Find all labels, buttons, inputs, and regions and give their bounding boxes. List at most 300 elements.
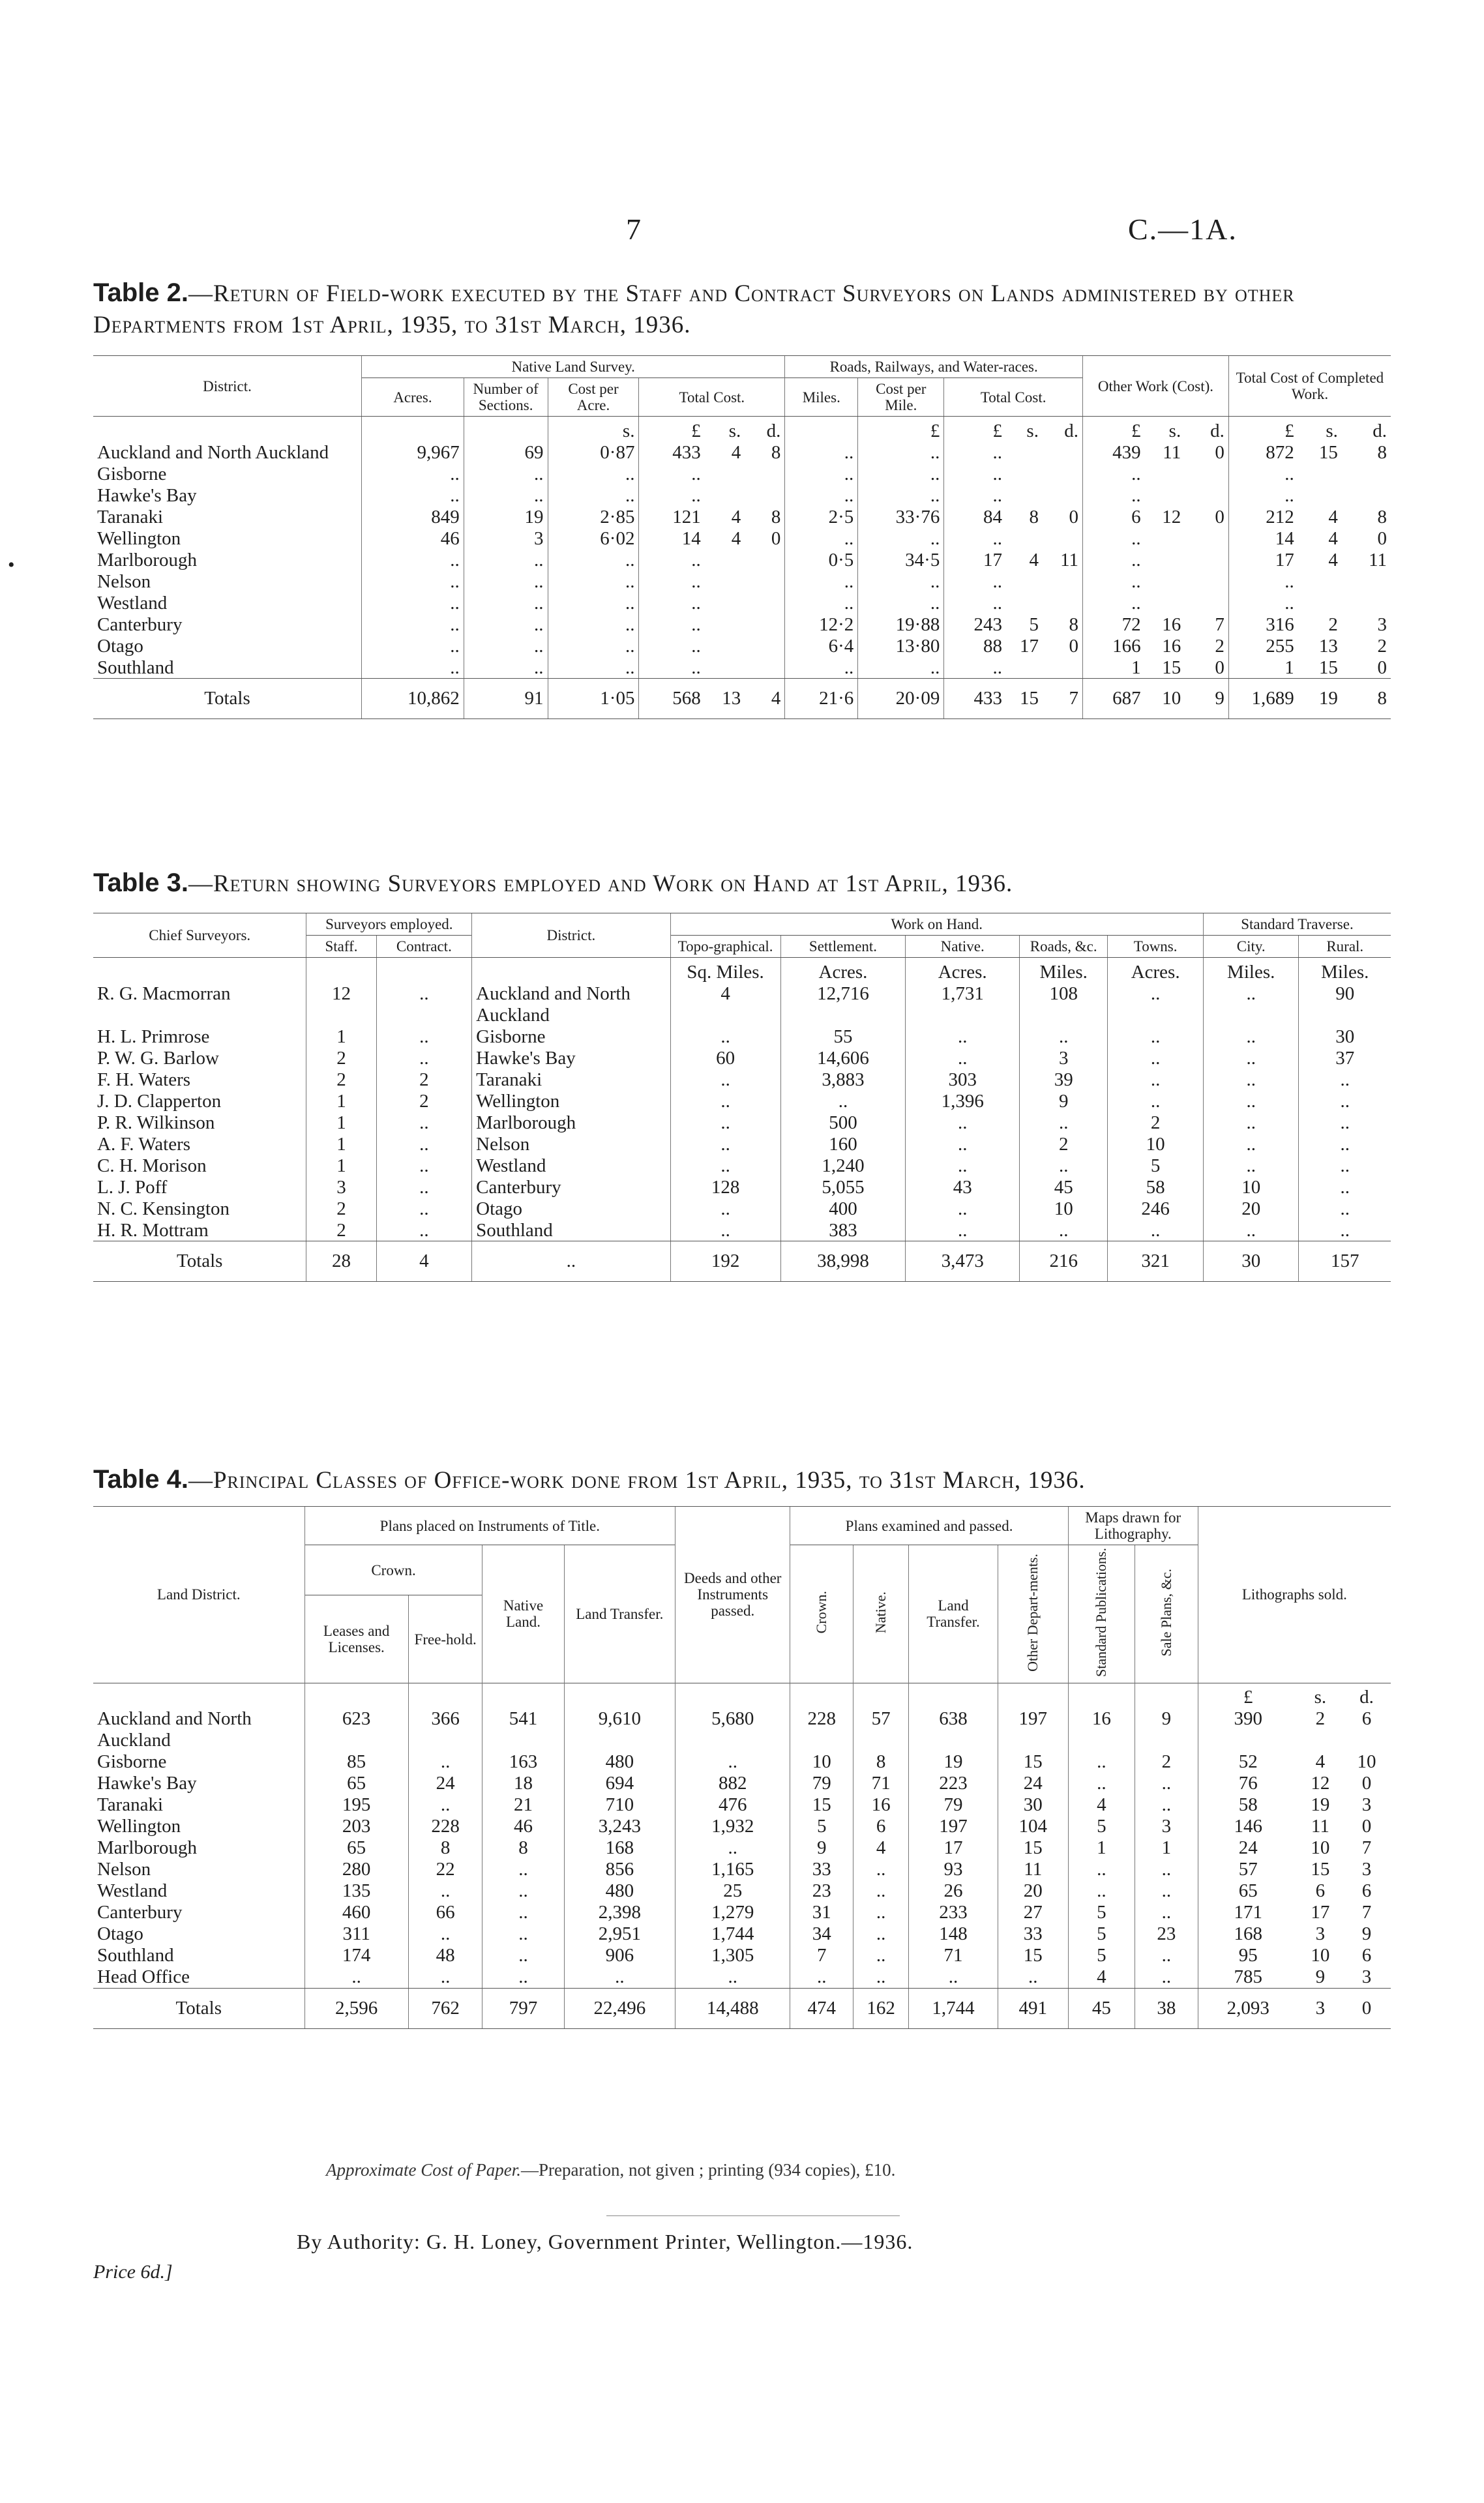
table-cell: 4 (1328, 549, 1338, 570)
table-cell (1298, 593, 1342, 614)
table-cell (1043, 593, 1083, 614)
table-cell: 872 (1228, 442, 1298, 464)
table-cell (1145, 528, 1185, 550)
table-cell (745, 593, 785, 614)
table-cell (1043, 657, 1083, 679)
table-cell: 104 (998, 1816, 1068, 1837)
table-cell: .. (1135, 1859, 1198, 1880)
cost-of-paper-note: Approximate Cost of Paper.—Preparation, not given ; printing (934 copies), £10. (326, 2160, 896, 2180)
table-cell (1298, 464, 1342, 485)
total-cell: 38 (1135, 1988, 1198, 2028)
table-cell: 20 (1203, 1198, 1299, 1220)
table-cell: 13 (1318, 635, 1338, 657)
table-cell: 623 (304, 1708, 408, 1751)
table-cell: .. (362, 636, 464, 657)
table-cell: .. (548, 614, 639, 636)
table-cell: 17 (1311, 1902, 1330, 1923)
table-row (93, 442, 1391, 464)
table-cell: 71 (853, 1773, 909, 1794)
table-cell: .. (1068, 1751, 1135, 1773)
table-cell: 15 (1162, 657, 1181, 678)
table-row (93, 485, 1391, 507)
table-cell: 785 (1198, 1966, 1298, 1988)
total-cell: 22,496 (564, 1988, 675, 2028)
table-cell: .. (464, 636, 548, 657)
t3-district-header: District. (472, 913, 670, 958)
table-cell: 906 (564, 1945, 675, 1966)
table-cell: .. (1083, 571, 1145, 593)
table-cell: .. (1083, 593, 1145, 614)
table-cell: .. (639, 571, 705, 593)
table-cell: .. (906, 1155, 1020, 1177)
table-cell: .. (1020, 1026, 1108, 1048)
table-cell: 4 (1315, 1751, 1326, 1773)
table-cell: 1 (1228, 657, 1298, 679)
table-cell: 7 (1361, 1902, 1372, 1923)
table-cell: 9 (1135, 1708, 1198, 1751)
table-cell: 311 (304, 1923, 408, 1945)
table-cell: 171 (1198, 1902, 1298, 1923)
table-cell: .. (675, 1751, 790, 1773)
table-cell: 12 (1311, 1773, 1330, 1794)
total-cell: 2,596 (304, 1988, 408, 2028)
table-cell: .. (853, 1966, 909, 1988)
table-cell: 79 (909, 1794, 998, 1816)
table-cell: 46 (482, 1816, 564, 1837)
t3-towns-header: Towns. (1108, 936, 1204, 958)
units-row (93, 1683, 1391, 1708)
district-name: Taranaki (97, 1794, 164, 1816)
t3-standard-group: Standard Traverse. (1203, 913, 1391, 936)
t3-topo-header: Topo-graphical. (670, 936, 780, 958)
unit-label: s. (1026, 420, 1039, 441)
table-row (93, 1773, 1391, 1794)
table-cell (1342, 485, 1391, 507)
table-cell: 26 (909, 1880, 998, 1902)
table-cell: 9 (1361, 1923, 1372, 1945)
table-cell: .. (670, 1198, 780, 1220)
table-cell: 849 (362, 507, 464, 528)
table-cell (1043, 485, 1083, 507)
table-cell: 4 (1328, 506, 1338, 527)
table-cell: .. (1299, 1112, 1391, 1134)
table-cell: 0 (771, 527, 781, 549)
table-cell: 24 (408, 1773, 482, 1794)
unit-label (93, 958, 306, 983)
table-cell: 33 (790, 1859, 853, 1880)
total-cell: 15 (1006, 679, 1043, 719)
table-cell: 4 (731, 527, 741, 549)
table-cell: 0 (1215, 506, 1224, 527)
table-cell: .. (944, 528, 1006, 550)
table-cell: .. (362, 464, 464, 485)
table-cell: 5 (1068, 1902, 1135, 1923)
t2-acres-header: Acres. (362, 378, 464, 417)
table-cell (1145, 571, 1185, 593)
table-cell: .. (853, 1923, 909, 1945)
total-cell: 162 (853, 1988, 909, 2028)
district-name: Head Office (97, 1966, 190, 1988)
table-cell: 148 (909, 1923, 998, 1945)
table-cell: .. (362, 485, 464, 507)
table-cell: .. (639, 636, 705, 657)
table-cell: .. (1020, 1155, 1108, 1177)
table-cell: 45 (1020, 1177, 1108, 1198)
table-cell: .. (1228, 571, 1298, 593)
table-cell: 2·5 (785, 507, 858, 528)
table-cell: 9,967 (362, 442, 464, 464)
table-row (93, 550, 1391, 571)
table-cell: 20 (998, 1880, 1068, 1902)
district-name: Canterbury (97, 614, 183, 635)
unit-label: s. (1326, 420, 1338, 441)
district-name: Marlborough (97, 549, 198, 570)
table-cell: .. (1068, 1880, 1135, 1902)
unit-label (408, 1683, 482, 1708)
table-cell (745, 657, 785, 679)
table-row (93, 983, 1391, 1026)
table3-label: Table 3. (93, 868, 188, 897)
district-name: Southland (97, 657, 174, 678)
unit-label (853, 1683, 909, 1708)
table-cell: 8 (771, 506, 781, 527)
table-cell (1006, 485, 1043, 507)
district-name: Nelson (97, 1859, 151, 1880)
table-cell (1006, 442, 1043, 464)
table-cell: .. (362, 571, 464, 593)
table-cell: 11 (1163, 441, 1181, 463)
total-cell: 38,998 (780, 1241, 906, 1282)
t4-other-depts-header: Other Depart-ments. (998, 1545, 1068, 1683)
total-cell: 3 (1298, 1988, 1343, 2028)
unit-label: s. (1314, 1687, 1327, 1708)
t2-total-cost-header: Total Cost. (639, 378, 785, 417)
table-cell: 0·87 (548, 442, 639, 464)
table-cell: .. (858, 657, 944, 679)
table-cell: 17 (1228, 550, 1298, 571)
table-cell: 1 (306, 1134, 376, 1155)
table-cell: 88 (944, 636, 1006, 657)
table-cell (1043, 442, 1083, 464)
district-name: Otago (97, 1923, 143, 1945)
table-cell: 500 (780, 1112, 906, 1134)
surveyor-name: N. C. Kensington (97, 1198, 230, 1219)
table-cell: 710 (564, 1794, 675, 1816)
district-name: Gisborne (472, 1026, 670, 1048)
table-cell: 72 (1083, 614, 1145, 636)
surveyor-name: A. F. Waters (97, 1133, 191, 1155)
table-cell: .. (1068, 1859, 1135, 1880)
table-cell: 76 (1198, 1773, 1298, 1794)
table-cell: 24 (998, 1773, 1068, 1794)
total-cell: 797 (482, 1988, 564, 2028)
district-name: Wellington (97, 527, 181, 549)
table-cell: .. (1135, 1794, 1198, 1816)
district-name: Wellington (472, 1091, 670, 1112)
table-cell (1342, 593, 1391, 614)
table-cell: 882 (675, 1773, 790, 1794)
table-cell: 16 (1162, 635, 1181, 657)
table-cell: 2 (1108, 1112, 1204, 1134)
table-cell: .. (1108, 1091, 1204, 1112)
unit-label: £ (639, 417, 705, 442)
table-cell: 1,279 (675, 1902, 790, 1923)
table-cell: 90 (1299, 983, 1391, 1026)
table-cell: 2,398 (564, 1902, 675, 1923)
unit-label: Miles. (1203, 958, 1299, 983)
t4-standard-pub-header: Standard Publications. (1068, 1545, 1135, 1683)
table-cell: 2 (376, 1069, 472, 1091)
parliamentary-reference: C.—1A. (1128, 213, 1238, 246)
table-cell (745, 571, 785, 593)
totals-row (93, 679, 1391, 719)
table4-caption (93, 1464, 1391, 1496)
unit-label (998, 1683, 1068, 1708)
totals-label: Totals (93, 1241, 306, 1282)
table-cell: 33·76 (858, 507, 944, 528)
table-cell: 23 (790, 1880, 853, 1902)
table-cell: .. (1228, 593, 1298, 614)
table-cell: 58 (1108, 1177, 1204, 1198)
table-cell: 2 (306, 1069, 376, 1091)
district-name: Gisborne (97, 1751, 167, 1773)
table-cell: 16 (853, 1794, 909, 1816)
table-cell: .. (1299, 1134, 1391, 1155)
t4-maps-group: Maps drawn for Lithography. (1068, 1507, 1198, 1545)
table-cell: .. (376, 1026, 472, 1048)
table-cell: 7 (1361, 1837, 1372, 1859)
table-cell: 1 (1083, 657, 1145, 679)
district-name: Otago (97, 635, 143, 657)
table3 (93, 913, 1391, 1282)
t3-settlement-header: Settlement. (780, 936, 906, 958)
table-cell: 160 (780, 1134, 906, 1155)
t3-contract-header: Contract. (376, 936, 472, 958)
table-cell: 69 (464, 442, 548, 464)
table-cell: 25 (675, 1880, 790, 1902)
total-cell: 3,473 (906, 1241, 1020, 1282)
surveyor-name: R. G. Macmorran (97, 983, 231, 1004)
table-cell: 3 (464, 528, 548, 550)
table-cell: 15 (998, 1751, 1068, 1773)
t2-cost-mile-header: Cost per Mile. (858, 378, 944, 417)
t2-native-group: Native Land Survey. (362, 356, 785, 378)
table-cell: 168 (1198, 1923, 1298, 1945)
table-cell: .. (1020, 1112, 1108, 1134)
district-name: Auckland and North Auckland (472, 983, 670, 1026)
table-cell: 5,055 (780, 1177, 906, 1198)
table-cell: 12 (306, 983, 376, 1026)
table-cell: 1 (1135, 1837, 1198, 1859)
table-cell: .. (944, 464, 1006, 485)
table-cell: 16 (1162, 614, 1181, 635)
total-cell: 1·05 (548, 679, 639, 719)
table-cell: .. (670, 1069, 780, 1091)
table-cell: 3,883 (780, 1069, 906, 1091)
district-name: Southland (97, 1945, 174, 1966)
table-cell: 212 (1228, 507, 1298, 528)
unit-label (482, 1683, 564, 1708)
table-cell: .. (944, 571, 1006, 593)
table-cell: 638 (909, 1708, 998, 1751)
total-cell: 45 (1068, 1988, 1135, 2028)
table-cell: 1,731 (906, 983, 1020, 1026)
table-cell: 12 (1162, 506, 1181, 527)
table-cell: .. (548, 571, 639, 593)
t4-land-transfer2-header: Land Transfer. (909, 1545, 998, 1683)
table-cell: .. (376, 1112, 472, 1134)
table-cell: .. (1108, 1069, 1204, 1091)
district-name: Marlborough (97, 1837, 198, 1859)
table-cell: .. (858, 485, 944, 507)
table-cell: 11 (1060, 549, 1079, 570)
t3-chief-header: Chief Surveyors. (93, 913, 306, 958)
table-cell: 12,716 (780, 983, 906, 1026)
total-cell: .. (472, 1241, 670, 1282)
unit-label: s. (548, 417, 639, 442)
table-cell: .. (675, 1837, 790, 1859)
unit-label: Acres. (780, 958, 906, 983)
table-cell: 1,396 (906, 1091, 1020, 1112)
surveyor-name: L. J. Poff (97, 1176, 168, 1198)
table-cell: 0 (1377, 527, 1387, 549)
table-cell: .. (675, 1966, 790, 1988)
table-cell: .. (944, 657, 1006, 679)
table-cell: 85 (304, 1751, 408, 1773)
table-cell: 13·80 (858, 636, 944, 657)
table-cell: 4 (731, 506, 741, 527)
table-cell: .. (858, 571, 944, 593)
table-cell: .. (1299, 1155, 1391, 1177)
table-cell: 541 (482, 1708, 564, 1751)
printer-authority: By Authority: G. H. Loney, Government Printer, Wellington.—1936. (297, 2230, 913, 2253)
table-cell: 3 (1315, 1923, 1326, 1945)
unit-label: £ (1083, 417, 1145, 442)
table-cell: .. (548, 593, 639, 614)
table-cell: 5 (790, 1816, 853, 1837)
total-cell: 762 (408, 1988, 482, 2028)
table-cell: 10 (1357, 1751, 1376, 1773)
table-cell: .. (1203, 1026, 1299, 1048)
table-cell: 15 (1318, 441, 1338, 463)
table-cell: 166 (1083, 636, 1145, 657)
table-cell: 19·88 (858, 614, 944, 636)
table-cell: .. (853, 1880, 909, 1902)
table-cell: 0 (1377, 657, 1387, 678)
table-cell (1043, 464, 1083, 485)
table-cell: .. (1108, 983, 1204, 1026)
total-cell: 1,744 (909, 1988, 998, 2028)
price: Price 6d.] (93, 2261, 173, 2283)
table-cell: 856 (564, 1859, 675, 1880)
unit-label (790, 1683, 853, 1708)
table-cell: 303 (906, 1069, 1020, 1091)
table-cell: 52 (1198, 1751, 1298, 1773)
table-cell: .. (1228, 485, 1298, 507)
table-row (93, 1198, 1391, 1220)
table-cell: .. (362, 614, 464, 636)
table-row (93, 1837, 1391, 1859)
table-cell: 0 (1215, 657, 1224, 678)
table2 (93, 355, 1391, 719)
table-cell: 9 (1315, 1966, 1326, 1988)
table-cell: 128 (670, 1177, 780, 1198)
table-cell: 1 (306, 1155, 376, 1177)
table-cell: 15 (1318, 657, 1338, 678)
table-cell: 0 (1069, 635, 1079, 657)
table-cell: .. (1083, 550, 1145, 571)
table-cell: 1,240 (780, 1155, 906, 1177)
table-cell: 121 (639, 507, 705, 528)
table-cell: 3,243 (564, 1816, 675, 1837)
table-cell: 2,951 (564, 1923, 675, 1945)
unit-label (1135, 1683, 1198, 1708)
table-cell: 8 (482, 1837, 564, 1859)
table-cell: 197 (909, 1816, 998, 1837)
table-cell: .. (1068, 1773, 1135, 1794)
table-cell: .. (1299, 1220, 1391, 1241)
t2-miles-header: Miles. (785, 378, 858, 417)
district-name: Taranaki (97, 506, 164, 527)
table-cell: 46 (362, 528, 464, 550)
units-row (93, 417, 1391, 442)
total-cell: 19 (1298, 679, 1342, 719)
t3-work-group: Work on Hand. (670, 913, 1203, 936)
table-cell: 433 (639, 442, 705, 464)
table-cell: 39 (1020, 1069, 1108, 1091)
unit-label: d. (1064, 420, 1079, 441)
t4-district-header: Land District. (93, 1507, 304, 1683)
table-cell: .. (906, 1112, 1020, 1134)
table-cell: 2 (306, 1048, 376, 1069)
table-cell: .. (944, 442, 1006, 464)
table-cell: 1,165 (675, 1859, 790, 1880)
table-cell: 15 (1311, 1859, 1330, 1880)
surveyor-name: H. R. Mottram (97, 1219, 209, 1241)
table-cell: 30 (1299, 1026, 1391, 1048)
table-cell: 2·85 (548, 507, 639, 528)
t2-roads-group: Roads, Railways, and Water-races. (785, 356, 1083, 378)
unit-label (472, 958, 670, 983)
table-cell: .. (376, 1177, 472, 1198)
table-row (93, 1220, 1391, 1241)
table-cell: 14,606 (780, 1048, 906, 1069)
table-cell: .. (376, 1198, 472, 1220)
table-cell: .. (548, 485, 639, 507)
table-cell: 3 (1361, 1794, 1372, 1816)
table4-label: Table 4. (93, 1465, 188, 1494)
table-cell: 3 (1020, 1048, 1108, 1069)
table-cell (1145, 485, 1185, 507)
district-name: Canterbury (97, 1902, 183, 1923)
table-cell: 10 (1203, 1177, 1299, 1198)
district-name: Wellington (97, 1816, 181, 1837)
table-cell (705, 550, 745, 571)
t3-rural-header: Rural. (1299, 936, 1391, 958)
table-cell: .. (998, 1966, 1068, 1988)
table-cell (1342, 571, 1391, 593)
total-cell: 8 (1342, 679, 1391, 719)
surveyor-name: F. H. Waters (97, 1069, 191, 1090)
district-name: Taranaki (472, 1069, 670, 1091)
table-row (93, 657, 1391, 679)
district-name: Hawke's Bay (472, 1048, 670, 1069)
table-cell: 65 (304, 1773, 408, 1794)
table-cell: 5 (1068, 1816, 1135, 1837)
district-name: Canterbury (472, 1177, 670, 1198)
unit-label: s. (728, 420, 741, 441)
table-cell: 9,610 (564, 1708, 675, 1751)
